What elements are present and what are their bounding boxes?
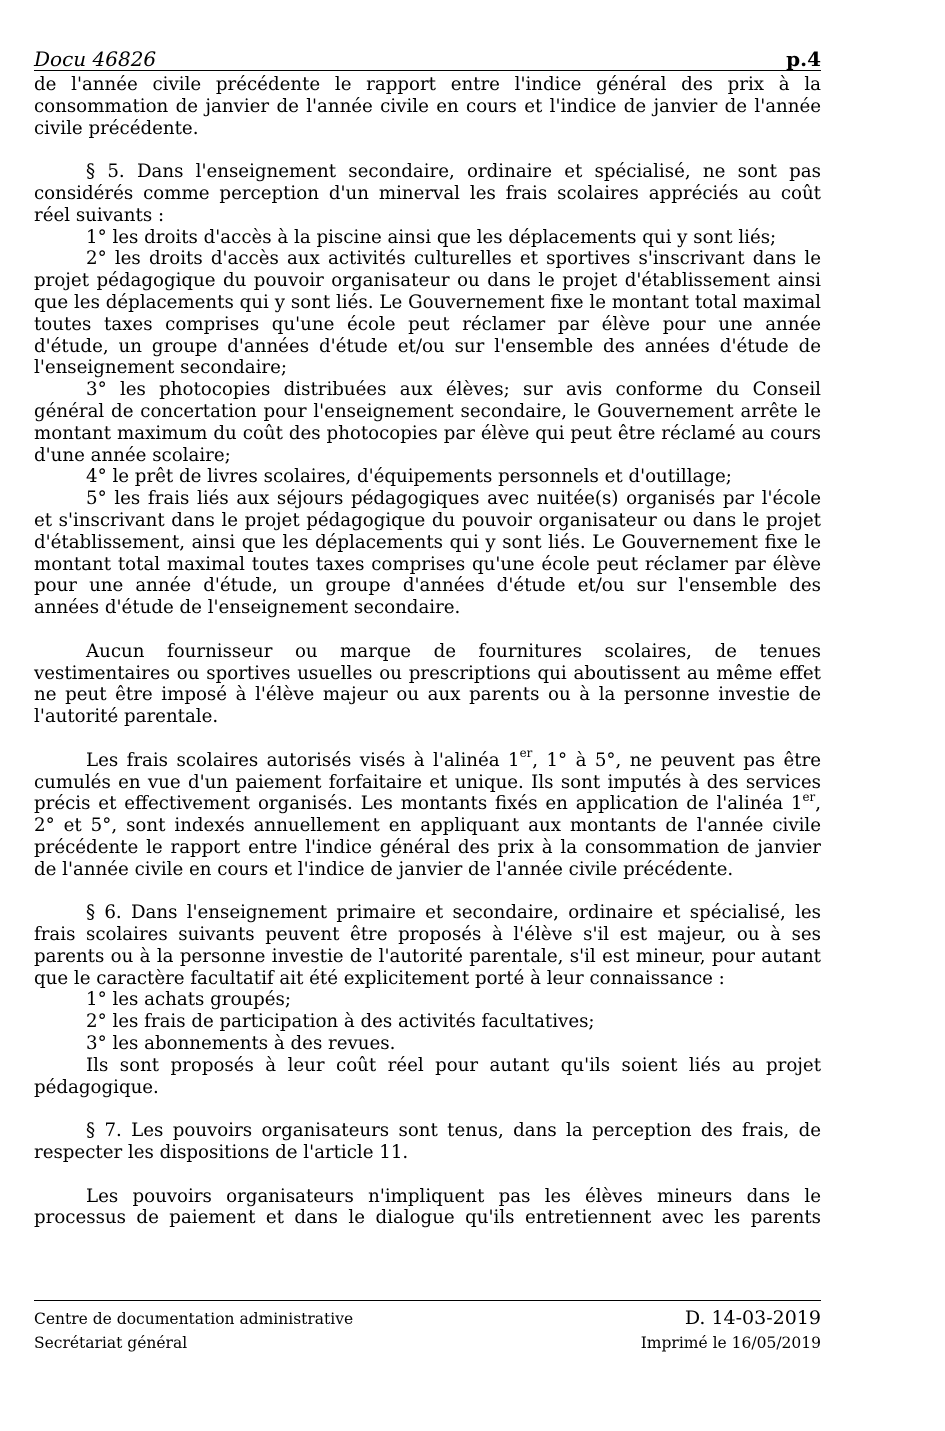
document-number: Docu 46826: [34, 47, 157, 71]
paragraph-section-5: § 5. Dans l'enseignement secondaire, ordinaire et spécialisé, ne sont pas considérés comme perception d'un minerval les frais scolaires appréciés au coût réel suivants :: [34, 161, 821, 226]
list-item-activites: 2° les droits d'accès aux activités culturelles et sportives s'inscrivant dans le projet pédagogique du pouvoir organisateur ou dans le projet d'établissement ainsi que les déplacements qui y sont liés. Le Gouvernement fixe le montant total maximal toutes taxes comprises qu'une école peut réclamer par élève pour une année d'étude, un groupe d'années d'étude et/ou sur l'ensemble des années d'étude de l'enseignement secondaire;: [34, 248, 821, 379]
paragraph-fournisseur: Aucun fournisseur ou marque de fournitures scolaires, de tenues vestimentaires ou sportives usuelles ou prescriptions qui aboutissent au même effet ne peut être imposé à l'élève majeur ou aux parents ou à la personne investie de l'autorité parentale.: [34, 640, 821, 728]
paragraph-section-7: § 7. Les pouvoirs organisateurs sont tenus, dans la perception des frais, de respecter les dispositions de l'article 11.: [34, 1120, 821, 1164]
continued-paragraph: de l'année civile précédente le rapport entre l'indice général des prix à la consommation de janvier de l'année civile en cours et l'indice de janvier de l'année civile précédente.: [34, 74, 821, 139]
document-body: [34, 74, 821, 1251]
list-item-achats: 1° les achats groupés;: [86, 989, 292, 1011]
list-item-sejours: 5° les frais liés aux séjours pédagogiques avec nuitée(s) organisés par l'école et s'inscrivant dans le projet pédagogique du pouvoir organisateur ou dans le projet d'établissement, ainsi que les déplacements qui y sont liés. Le Gouvernement fixe le montant total maximal toutes taxes comprises qu'une école peut réclamer par élève pour une année d'étude, un groupe d'années d'étude et/ou sur l'ensemble des années d'étude de l'enseignement secondaire.: [34, 488, 821, 619]
list-item-photocopies: 3° les photocopies distribuées aux élèves; sur avis conforme du Conseil général de concertation pour l'enseignement secondaire, le Gouvernement arrête le montant maximum du coût des photocopies par élève qui peut être réclamé au cours d'une année scolaire;: [34, 379, 821, 466]
cumul-text-1: Les frais scolaires autorisés visés à l'alinéa 1: [86, 749, 520, 771]
superscript-er: er: [802, 790, 816, 805]
paragraph-pouvoirs: Les pouvoirs organisateurs n'impliquent pas les élèves mineurs dans le processus de paiement et dans le dialogue qu'ils entretiennent avec les parents: [34, 1185, 821, 1229]
page-header: [34, 46, 821, 71]
page-number: p.4: [786, 47, 821, 71]
cumul-text-3: , 2° et 5°, sont indexés annuellement en appliquant aux montants de l'année civile précédente le rapport entre l'indice général des prix à la consommation de janvier de l'année civile en cours et l'indice de janvier de l'année civile précédente.: [34, 793, 821, 880]
list-item-piscine: 1° les droits d'accès à la piscine ainsi que les déplacements qui y sont liés;: [86, 226, 777, 248]
list-item-participation: 2° les frais de participation à des activités facultatives;: [86, 1011, 595, 1033]
paragraph-cumul: [34, 746, 821, 881]
page-footer: [34, 1300, 821, 1357]
footer-printed-date: Imprimé le 16/05/2019: [640, 1334, 821, 1352]
list-item-pret-livres: 4° le prêt de livres scolaires, d'équipements personnels et d'outillage;: [86, 466, 732, 488]
footer-department: Secrétariat général: [34, 1334, 188, 1352]
paragraph-section-6: § 6. Dans l'enseignement primaire et secondaire, ordinaire et spécialisé, les frais scolaires suivants peuvent être proposés à l'élève s'il est majeur, ou à ses parents ou à la personne investie de l'autorité parentale, s'il est mineur, pour autant que le caractère facultatif ait été explicitement porté à leur connaissance :: [34, 902, 821, 989]
footer-organization: Centre de documentation administrative: [34, 1310, 354, 1328]
list-item-abonnements: 3° les abonnements à des revues.: [86, 1033, 396, 1055]
cumul-text-2: , 1° à 5°, ne peuvent pas être cumulés en vue d'un paiement forfaitaire et unique. Ils sont imputés à des services précis et effectivement organisés. Les montants fixés en application de l'alinéa 1: [34, 749, 821, 815]
superscript-er: er: [519, 746, 533, 761]
paragraph-cout-reel: Ils sont proposés à leur coût réel pour autant qu'ils soient liés au projet pédagogique.: [34, 1054, 821, 1098]
footer-document-date: D. 14-03-2019: [684, 1307, 821, 1329]
